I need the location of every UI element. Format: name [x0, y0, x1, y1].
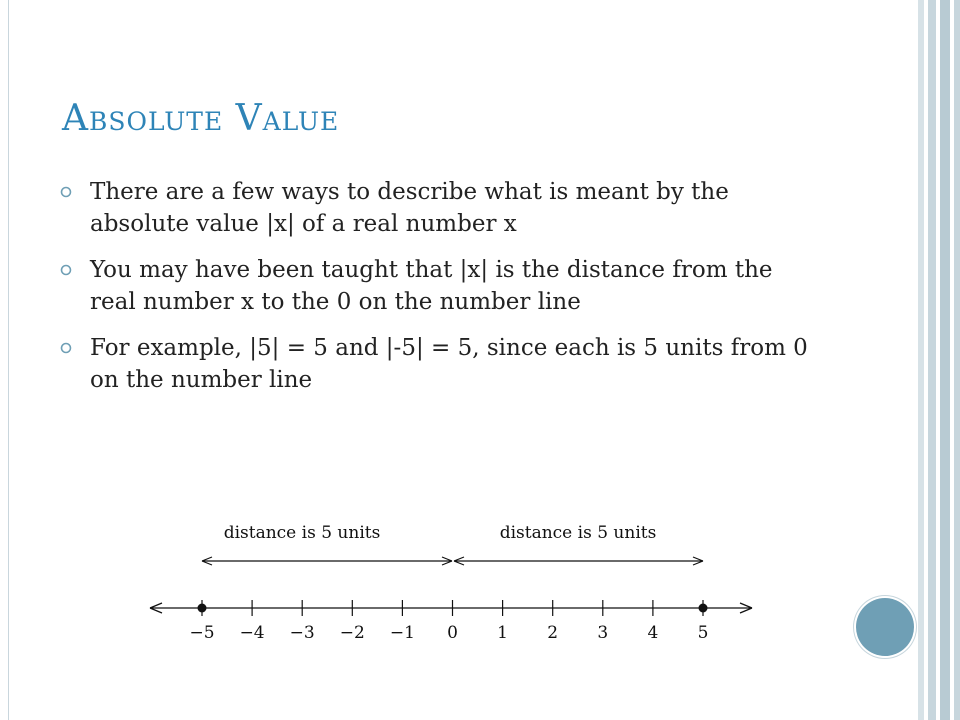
- bullet-item: [60, 332, 820, 396]
- decorative-circle: [856, 598, 914, 656]
- tick-label: 1: [497, 623, 509, 643]
- tick-label: −3: [289, 623, 315, 643]
- tick-label: −4: [239, 623, 265, 643]
- number-point: [699, 604, 708, 613]
- left-distance-label: distance is 5 units: [223, 523, 381, 543]
- bullet-item: [60, 176, 820, 240]
- tick-label: −5: [189, 623, 215, 643]
- tick-label: 2: [547, 623, 559, 643]
- tick-group: [189, 600, 708, 643]
- tick-label: −2: [339, 623, 365, 643]
- right-decorative-bands: [918, 0, 960, 720]
- tick-label: 0: [447, 623, 458, 643]
- ring-bullet-icon: [60, 186, 72, 198]
- tick-label: 5: [697, 623, 709, 643]
- tick-label: 4: [647, 623, 659, 643]
- number-line-figure: [140, 505, 760, 665]
- bullet-text: There are a few ways to describe what is meant by the absolute value |x| of a real number x: [90, 179, 729, 237]
- tick-label: 3: [597, 623, 609, 643]
- right-distance-label: distance is 5 units: [499, 523, 657, 543]
- tick-label: −1: [389, 623, 415, 643]
- bullet-list: [60, 176, 820, 410]
- ring-bullet-icon: [60, 342, 72, 354]
- bullet-text: For example, |5| = 5 and |-5| = 5, since each is 5 units from 0 on the number line: [90, 335, 808, 393]
- slide-title: Absolute Value: [62, 98, 340, 139]
- bullet-text: You may have been taught that |x| is the distance from the real number x to the 0 on the number line: [90, 257, 773, 315]
- ring-bullet-icon: [60, 264, 72, 276]
- number-point: [198, 604, 207, 613]
- bullet-item: [60, 254, 820, 318]
